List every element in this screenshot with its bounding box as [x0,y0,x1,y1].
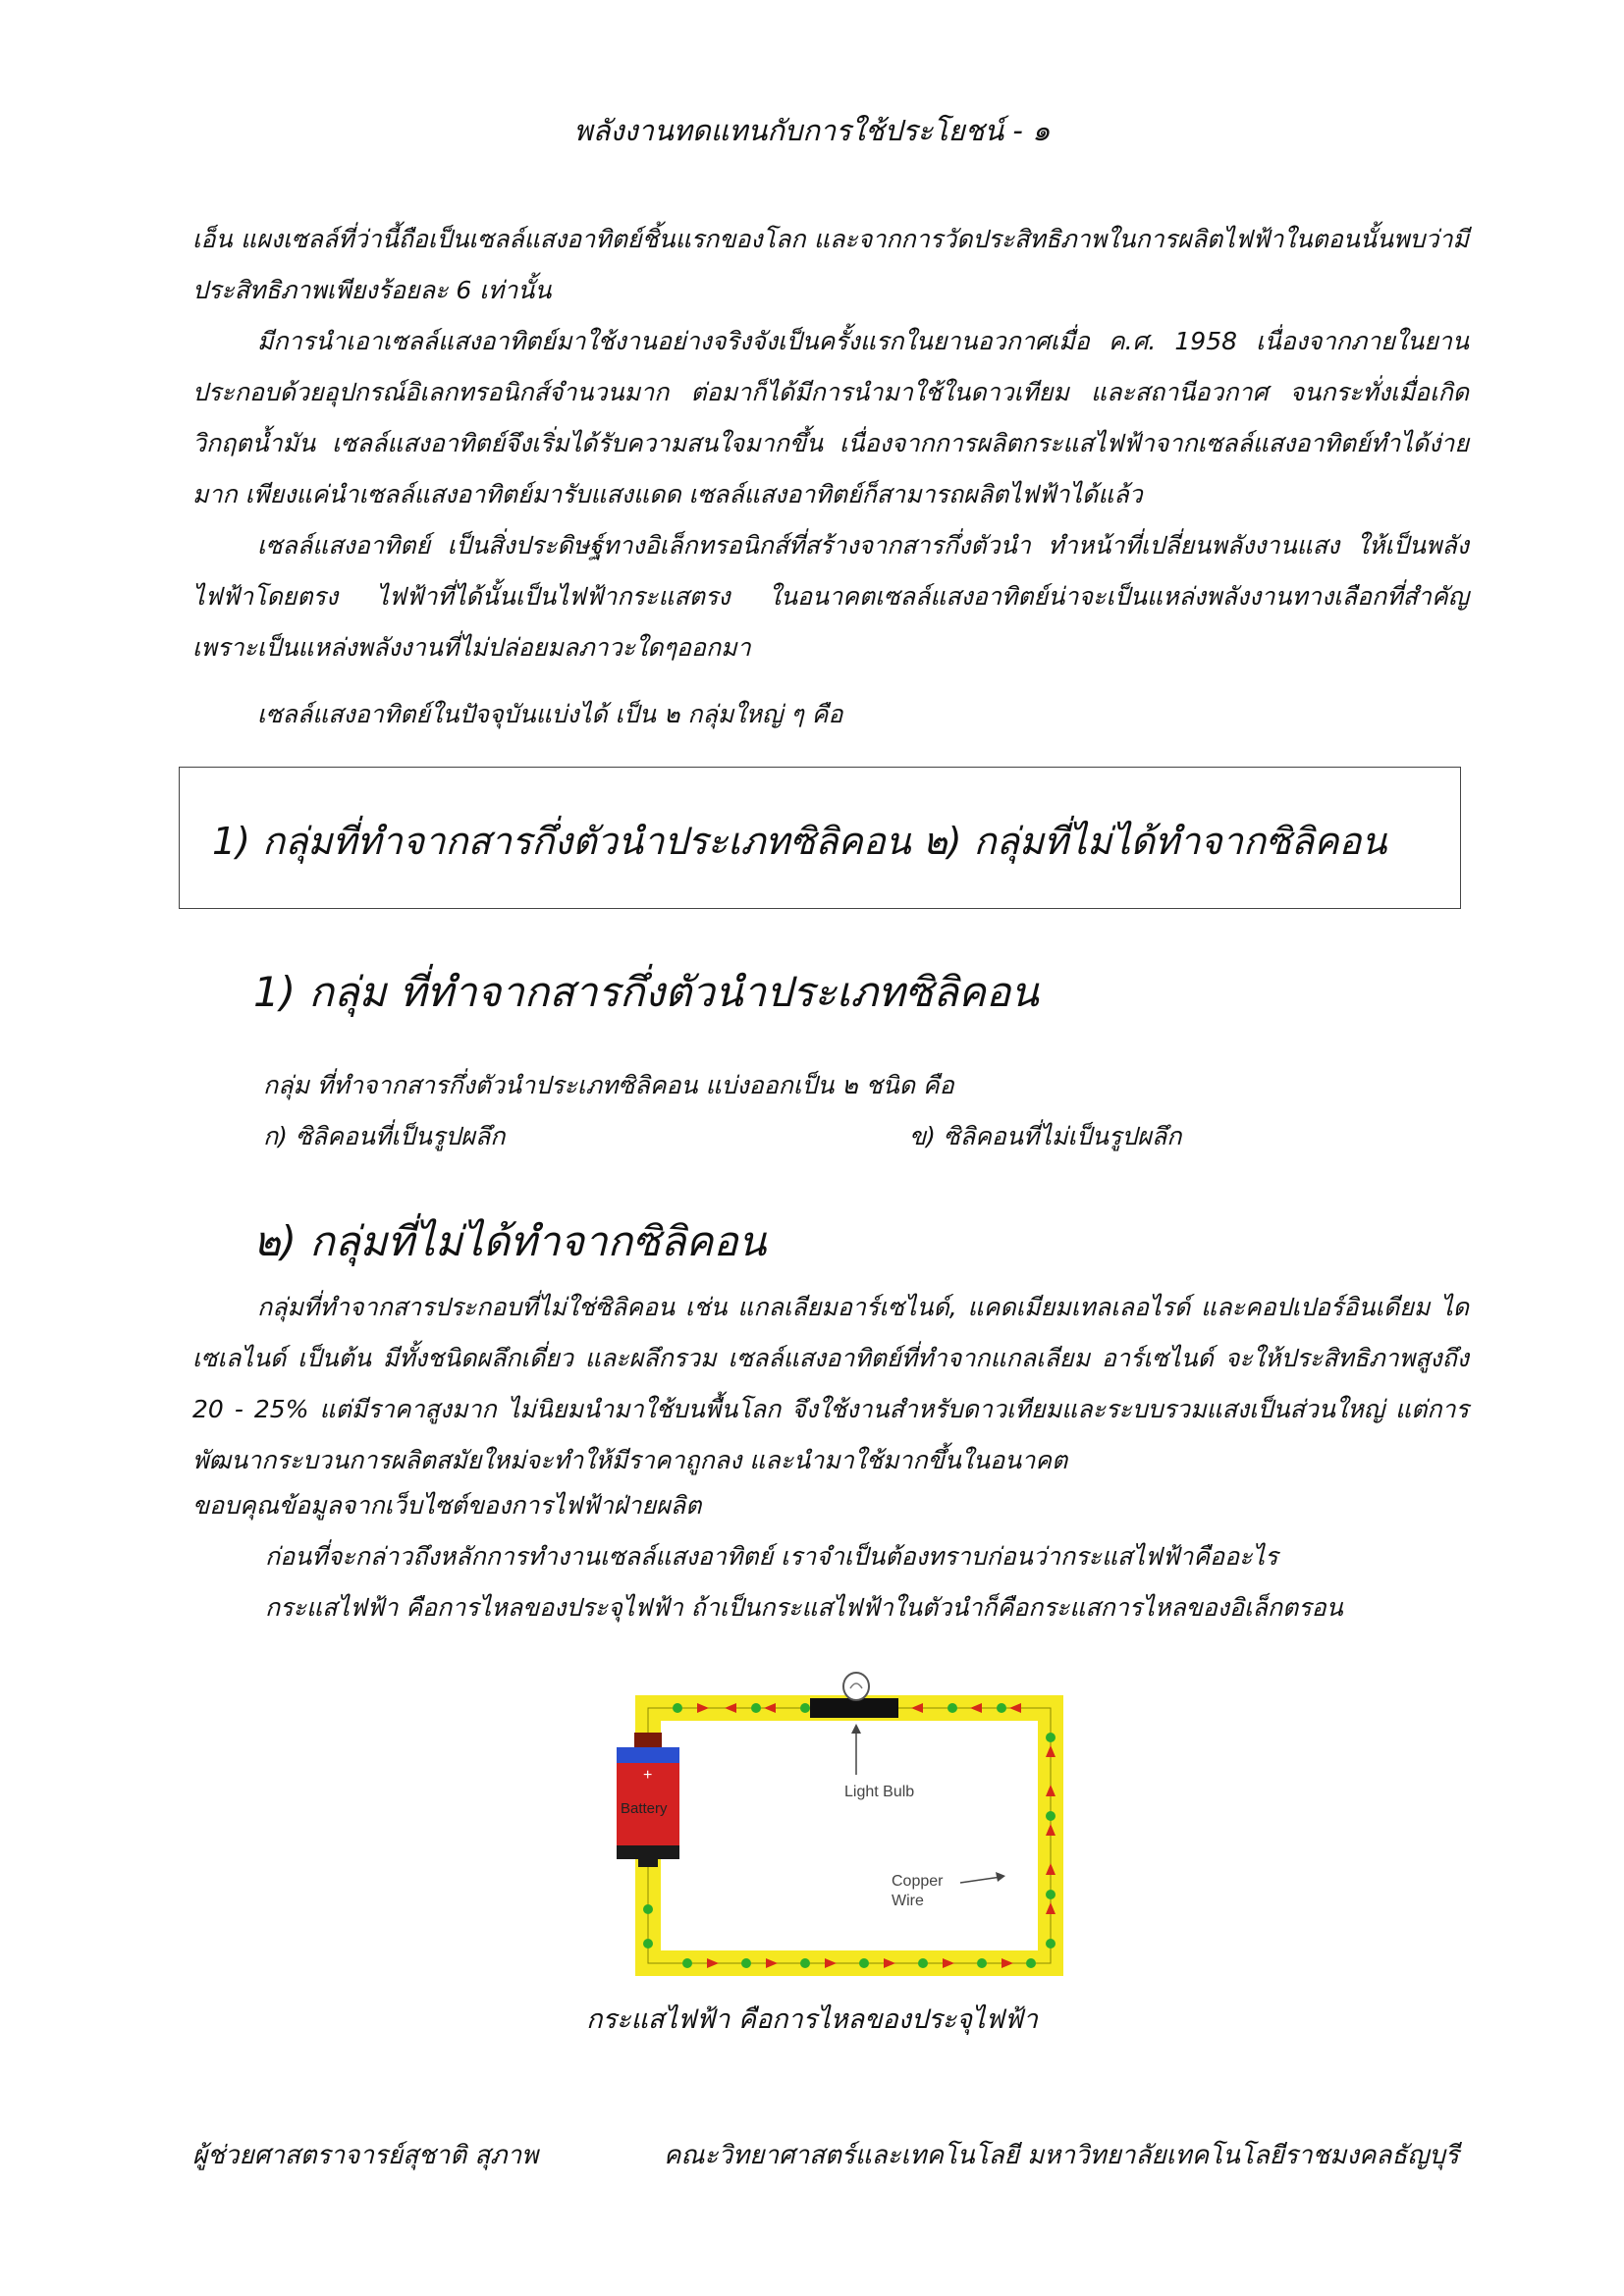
paragraph-2-text: มีการนำเอาเซลล์แสงอาทิตย์มาใช้งานอย่างจริงจังเป็นครั้งแรกในยานอวกาศเมื่อ ค.ศ. 1958 เนื่องจากภายในยานประกอบด้วยอุปกรณ์อิเลกทรอนิกส์จำนวนมาก ต่อมาก็ได้มีการนำมาใช้ในดาวเทียม และสถานีอวกาศ จนกระทั่งเมื่อเกิดวิกฤตน้ำมัน เซลล์แสงอาทิตย์จึงเริ่มได้รับความสนใจมากขึ้น เนื่องจากการผลิตกระแสไฟฟ้าจากเซลล์แสงอาทิตย์ทำได้ง่ายมาก เพียงแค่นำเซลล์แสงอาทิตย์มารับแสงแดด เซลล์แสงอาทิตย์ก็สามารถผลิตไฟฟ้าได้แล้ว [192,327,1469,508]
section-2-paragraph-text: กลุ่มที่ทำจากสารประกอบที่ไม่ใช่ซิลิคอน เช่น แกลเลียมอาร์เซไนด์, แคดเมียมเทลเลอไรด์ และคอปเปอร์อินเดียม ไดเซเลไนด์ เป็นต้น มีทั้งชนิดผลึกเดี่ยว และผลึกรวม เซลล์แสงอาทิตย์ที่ทำจากแกลเลียม อาร์เซไนด์ จะให้ประสิทธิภาพสูงถึง 20 - 25% แต่มีราคาสูงมาก ไม่นิยมนำมาใช้บนพื้นโลก จึงใช้งานสำหรับดาวเทียมและระบบรวมแสงเป็นส่วนใหญ่ แต่การพัฒนากระบวนการผลิตสมัยใหม่จะทำให้มีราคาถูกลง และนำมาใช้มากขึ้นในอนาคต [192,1293,1469,1474]
wire-label-line-1: Copper [892,1873,944,1890]
definition-line-current: กระแสไฟฟ้า คือการไหลของประจุไฟฟ้า ถ้าเป็นกระแสไฟฟ้าในตัวนำก็คือกระแสการไหลของอิเล็กตรอน [265,1593,1343,1622]
paragraph-3-text: เซลล์แสงอาทิตย์ เป็นสิ่งประดิษฐ์ทางอิเล็กทรอนิกส์ที่สร้างจากสารกึ่งตัวนำ ทำหน้าที่เปลี่ยนพลังงานแสง ให้เป็นพลังไฟฟ้าโดยตรง ไฟฟ้าที่ได้นั้นเป็นไฟฟ้ากระแสตรง ในอนาคตเซลล์แสงอาทิตย์น่าจะเป็นแหล่งพลังงานทางเลือกที่สำคัญ เพราะเป็นแหล่งพลังงานที่ไม่ปล่อยมลภาวะใดๆออกมา [192,531,1469,662]
battery-plus: + [643,1767,653,1784]
paragraph-1 [192,214,1469,316]
current-arrows [643,1703,1056,1968]
battery-label: Battery [621,1800,668,1817]
paragraph-2 [192,316,1469,520]
paragraph-4: เซลล์แสงอาทิตย์ในปัจจุบันแบ่งได้ เป็น ๒ กลุ่มใหญ่ ๆ คือ [257,700,843,728]
section-1-intro: กลุ่ม ที่ทำจากสารกึ่งตัวนำประเภทซิลิคอน แบ่งออกเป็น ๒ ชนิด คือ [263,1071,954,1099]
section-2-paragraph [192,1282,1469,1486]
section-1-heading: 1) กลุ่ม ที่ทำจากสารกึ่งตัวนำประเภทซิลิคอน [253,968,1039,1016]
section-1-item-a: ก) ซิลิคอนที่เป็นรูปผลึก [263,1122,506,1150]
section-1-item-b: ข) ซิลิคอนที่ไม่เป็นรูปผลึก [909,1122,1182,1150]
figure-caption: กระแสไฟฟ้า คือการไหลของประจุไฟฟ้า [586,2004,1038,2035]
circuit-figure [599,1649,1070,1983]
summary-box-text: 1) กลุ่มที่ทำจากสารกึ่งตัวนำประเภทซิลิคอน ๒) กลุ่มที่ไม่ได้ทำจากซิลิคอน [212,820,1387,863]
copper-wire-loop [648,1708,1051,1963]
wire-pointer-head [996,1872,1005,1882]
charge-dots [643,1703,1056,1968]
running-header: พลังงานทดแทนกับการใช้ประโยชน์ - ๑ [573,114,1051,147]
paragraph-1-text: เอ็น แผงเซลล์ที่ว่านี้ถือเป็นเซลล์แสงอาทิตย์ชิ้นแรกของโลก และจากการวัดประสิทธิภาพในการผลิตไฟฟ้าในตอนนั้นพบว่ามีประสิทธิภาพเพียงร้อยละ 6 เท่านั้น [192,225,1469,304]
bulb-pointer-head [851,1724,861,1734]
intro-line-current: ก่อนที่จะกล่าวถึงหลักการทำงานเซลล์แสงอาทิตย์ เราจำเป็นต้องทราบก่อนว่ากระแสไฟฟ้าคืออะไร [265,1542,1278,1571]
section-2-heading: ๒) กลุ่มที่ไม่ได้ทำจากซิลิคอน [253,1217,767,1265]
footer-author: ผู้ช่วยศาสตราจารย์สุชาติ สุภาพ [192,2141,539,2170]
paragraph-3 [192,520,1469,673]
footer-institution: คณะวิทยาศาสตร์และเทคโนโลยี มหาวิทยาลัยเทคโนโลยีราชมงคลธัญบุรี [664,2141,1459,2170]
copper-wire-outline [648,1708,1051,1963]
bulb-label: Light Bulb [844,1784,915,1800]
thanks-line: ขอบคุณข้อมูลจากเว็บไซต์ของการไฟฟ้าฝ่ายผลิต [192,1491,702,1520]
wire-pointer [960,1877,1001,1883]
wire-label-line-2: Wire [892,1893,924,1909]
